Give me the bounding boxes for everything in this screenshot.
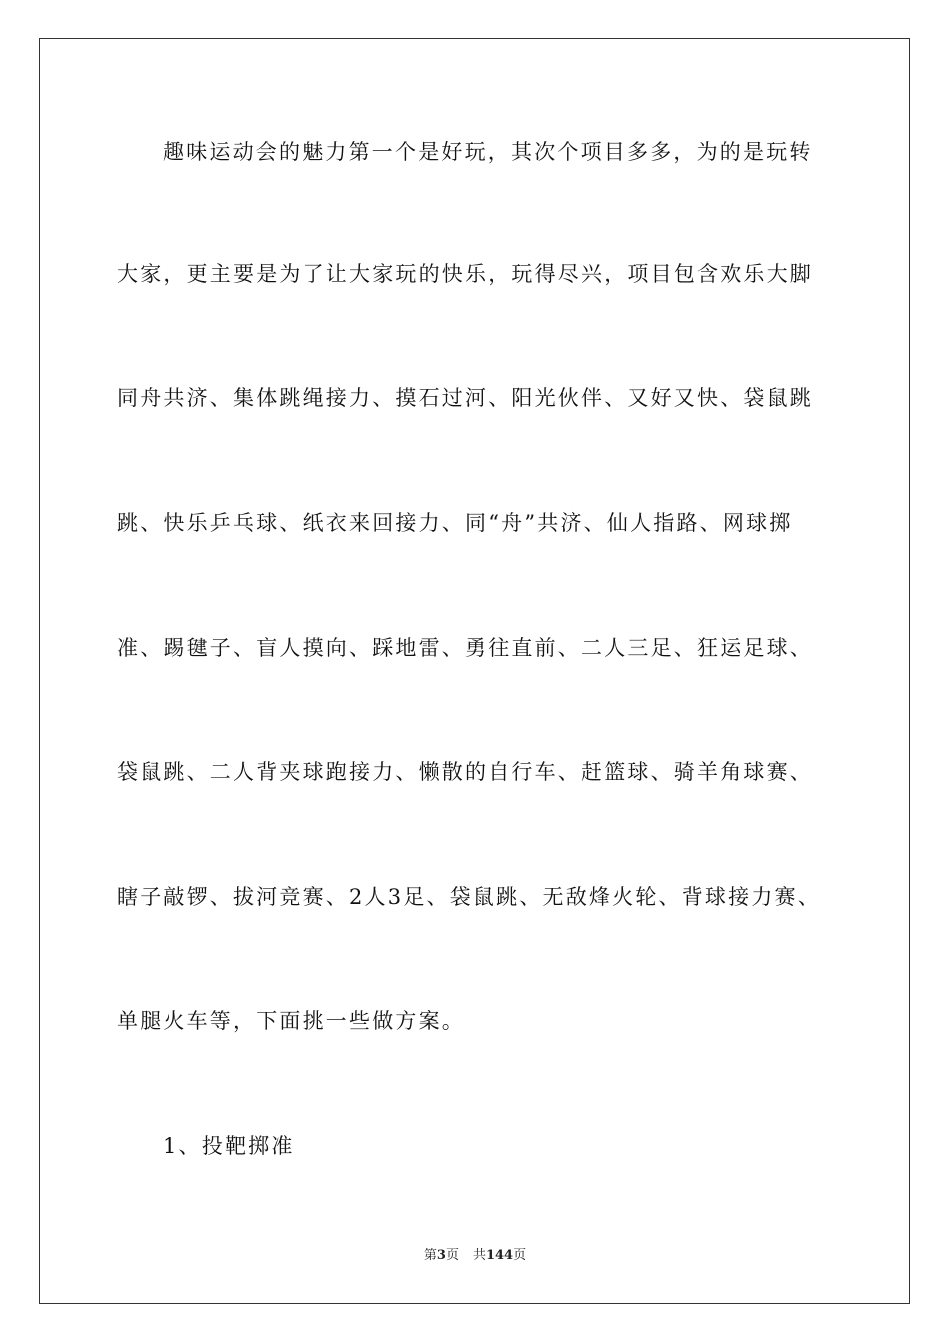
paragraph-line-4: 跳、快乐乒乓球、纸衣来回接力、同“舟”共济、仙人指路、网球掷: [117, 511, 793, 535]
footer-page-unit: 页: [445, 1248, 459, 1263]
paragraph-line-6: 袋鼠跳、二人背夹球跑接力、懒散的自行车、赶篮球、骑羊角球赛、: [117, 760, 813, 784]
footer-total-pages: 144: [485, 1248, 514, 1263]
paragraph-line-2: 大家，更主要是为了让大家玩的快乐，玩得尽兴，项目包含欢乐大脚: [117, 262, 813, 286]
footer-total-unit: 页: [513, 1248, 527, 1263]
paragraph-line-5: 准、踢毽子、盲人摸向、踩地雷、勇往直前、二人三足、狂运足球、: [117, 636, 813, 660]
paragraph-line-8: 单腿火车等，下面挑一些做方案。: [117, 1009, 465, 1033]
paragraph-line-1: 趣味运动会的魅力第一个是好玩，其次个项目多多，为的是玩转: [163, 140, 813, 164]
footer-prefix: 第: [423, 1248, 437, 1263]
footer-page-number: 3: [436, 1248, 446, 1263]
section-heading: 1、投靶掷准: [163, 1134, 295, 1158]
paragraph-line-3: 同舟共济、集体跳绳接力、摸石过河、阳光伙伴、又好又快、袋鼠跳: [117, 386, 813, 410]
footer-total-prefix: 共: [472, 1248, 486, 1263]
page-border: [39, 38, 910, 1304]
paragraph-line-7: 瞎子敲锣、拔河竞赛、2人3足、袋鼠跳、无敌烽火轮、背球接力赛、: [117, 885, 821, 909]
page-footer: [0, 1247, 950, 1265]
